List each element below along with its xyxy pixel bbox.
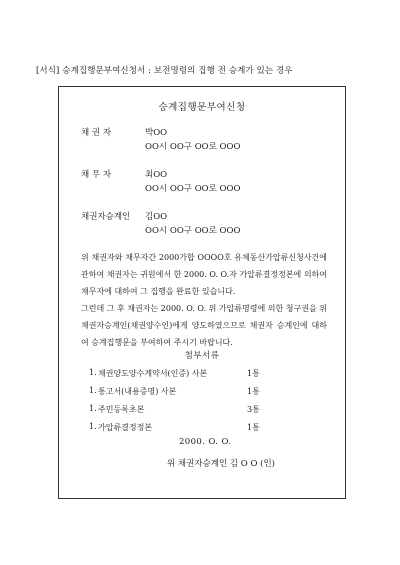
attachment-name: 가압류결정정본 xyxy=(98,423,153,432)
creditor-address: OO시 OO구 OO로 OOO xyxy=(145,142,241,152)
attachment-item xyxy=(89,368,289,386)
request-body xyxy=(81,249,327,351)
applicant-signature: 위 채권자승계인 김 O O (인) xyxy=(167,459,275,469)
creditor-label: 채 권 자 xyxy=(81,128,112,138)
body-paragraph-1: 위 채권자와 채무자간 2000가합 OOOO호 유체동산가압류신청사건에 관하여 채권자는 귀원에서 한 2000. O. O.자 가압류결정정본에 의하여 채무자에 대하여 그 집행을 완료한 있습니다. xyxy=(81,253,327,296)
attachment-number: 1. xyxy=(89,368,97,377)
attachment-count: 3통 xyxy=(247,405,260,414)
debtor-label: 채 무 자 xyxy=(81,170,112,180)
attachment-name: 주민등록초본 xyxy=(98,405,145,414)
successor-label: 채권자승계인 xyxy=(81,212,131,222)
attachment-number: 1. xyxy=(89,386,97,395)
attachment-name: 채권양도양수계약서(인증) 사본 xyxy=(98,369,208,378)
form-caption: [서식] 승계집행문부여신청서 : 보전명령의 집행 전 승계가 있는 경우 xyxy=(36,66,293,76)
successor-name: 김OO xyxy=(145,212,168,222)
filing-date: 2000. O. O. xyxy=(179,437,232,447)
successor-address: OO시 OO구 OO로 OOO xyxy=(145,226,241,236)
debtor-name: 최OO xyxy=(145,170,168,180)
debtor-address: OO시 OO구 OO로 OOO xyxy=(145,184,241,194)
attachment-name: 통고서(내용증명) 사본 xyxy=(98,387,177,396)
attachment-number: 1. xyxy=(89,422,97,431)
body-paragraph-2: 그런데 그 후 채권자는 2000. O. O. 위 가압류명령에 의한 청구권을 위 채권자승계인(채권양수인)에게 양도하였으므로 채권자 승계인에 대하여 승계집행문을 부여하여 주시기 바랍니다. xyxy=(81,304,327,347)
attachment-item xyxy=(89,404,289,422)
attachment-count: 1통 xyxy=(247,369,260,378)
document-frame xyxy=(58,86,346,499)
attachment-count: 1통 xyxy=(247,423,260,432)
creditor-name: 박OO xyxy=(145,128,168,138)
attachment-item xyxy=(89,386,289,404)
attachment-number: 1. xyxy=(89,404,97,413)
attachment-count: 1통 xyxy=(247,387,260,396)
attachments-title: 첨부서류 xyxy=(184,351,220,361)
document-title: 승계집행문부여신청 xyxy=(158,102,246,113)
attachments-list xyxy=(89,368,289,440)
